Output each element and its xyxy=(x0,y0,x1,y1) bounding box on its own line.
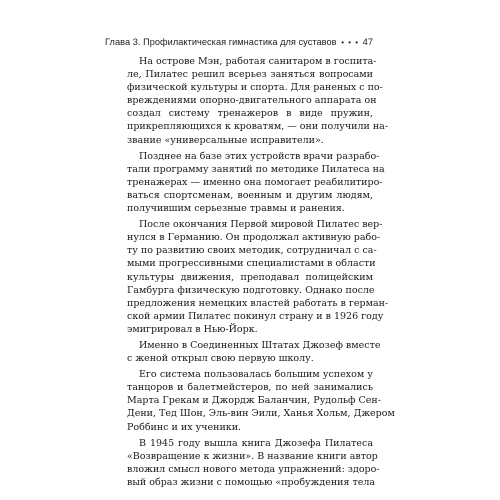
text-line: ваться спортсменам, военным и другим людям, xyxy=(127,189,373,201)
text-line: тренажерах — именно она помогает реабилитиро- xyxy=(127,176,383,188)
text-line: Роббинс и их ученики. xyxy=(127,421,242,433)
text-line: В 1945 году вышла книга Джозефа Пилатеса xyxy=(139,437,373,449)
text-line: вложил смысл нового метода упражнений: здоро- xyxy=(127,463,380,475)
text-line: Гамбурга физическую подготовку. Однако после xyxy=(127,284,375,296)
text-line: нулся в Германию. Он продолжал активную рабо- xyxy=(127,232,381,244)
text-line: На острове Мэн, работая санитаром в госпита- xyxy=(139,56,377,67)
text-line: тали программу занятий по методике Пилатеса на xyxy=(127,163,385,175)
text-line: Дени, Тед Шон, Эль-вин Эили, Ханья Хольм, Джером xyxy=(127,408,395,420)
text-line: вреждениями опорно-двигательного аппарата он xyxy=(127,95,377,107)
separator-dots: • • • xyxy=(341,38,360,47)
page-number: 47 xyxy=(362,37,373,47)
body-text xyxy=(127,55,395,489)
text-line: Марта Грекам и Джордж Баланчин, Рудольф Сен- xyxy=(127,395,381,407)
text-line: Именно в Соединенных Штатах Джозеф вместе xyxy=(139,339,381,351)
text-line: прикрепляющихся к кроватям, — они получили на- xyxy=(127,121,389,133)
text-line: Позднее на базе этих устройств врачи разрабо- xyxy=(139,150,380,162)
text-line: с женой открыл свою первую школу. xyxy=(127,353,314,365)
text-line: получившим серьезные травмы и ранения. xyxy=(127,203,345,215)
running-head xyxy=(105,37,373,47)
text-line: ской армии Пилатес покинул страну и в 1926 году xyxy=(127,310,384,322)
chapter-title: Глава 3. Профилактическая гимнастика для суставов xyxy=(105,37,337,47)
text-line: физической культуры и спорта. Для раненых с по- xyxy=(127,82,383,94)
text-line: мыми прогрессивными специалистами в области xyxy=(127,258,376,270)
text-line: звание «универсальные исправители». xyxy=(127,134,324,146)
text-line: После окончания Первой мировой Пилатес вер- xyxy=(139,219,383,231)
text-line: танцоров и балетмейстеров, по ней занимались xyxy=(127,382,373,394)
text-line: культуры движения, преподавал полицейским xyxy=(127,271,373,283)
paragraph xyxy=(127,218,389,336)
text-line: ту по развитию своих методик, сотрудничал с са- xyxy=(127,245,377,257)
text-line: ле, Пилатес решил всерьез заняться вопросами xyxy=(127,69,373,81)
text-line: эмигрировал в Нью-Йорк. xyxy=(127,323,258,335)
paragraph xyxy=(127,55,389,147)
paragraph xyxy=(127,437,380,489)
text-line: Его система пользовалась большим успехом у xyxy=(139,369,373,381)
paragraph xyxy=(127,150,385,215)
text-line: предложения немецких властей работать в герман- xyxy=(127,297,389,309)
text-line: «Возвращение к жизни». В название книги автор xyxy=(127,450,378,462)
text-line: создал систему тренажеров в виде пружин, xyxy=(127,108,373,120)
paragraph xyxy=(127,339,381,365)
paragraph xyxy=(127,368,395,433)
text-line: вый образ жизни с помощью «пробуждения тела xyxy=(127,476,376,488)
